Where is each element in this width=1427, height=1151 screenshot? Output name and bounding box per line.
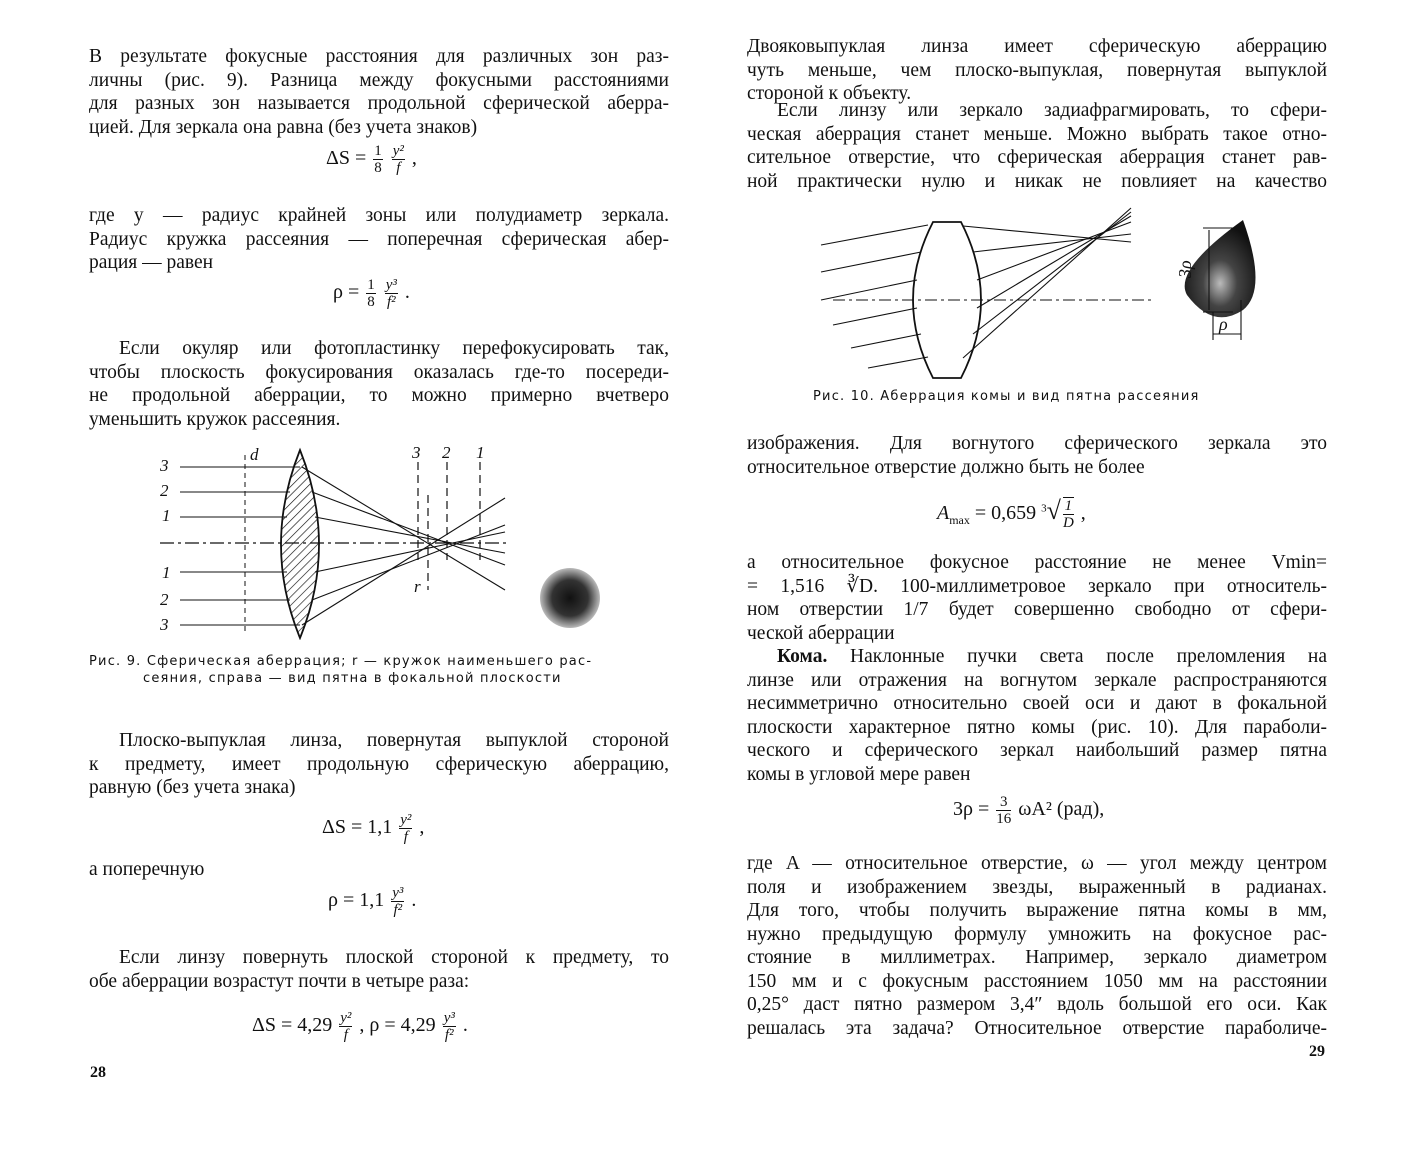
right-paragraph-3: [747, 432, 1327, 479]
rho-label: ρ: [1219, 314, 1228, 334]
text-line: а относительное фокусное расстояние не менее Vmin=: [747, 552, 1327, 573]
scatter-spot: [540, 568, 600, 628]
left-paragraph-4: [89, 729, 669, 800]
left-paragraph-5: [89, 858, 389, 882]
biconvex-lens: [913, 222, 981, 378]
text-line: нужно предыдущую формулу умножить на фокусное рас-: [747, 923, 1327, 945]
refracted-rays: [963, 208, 1131, 358]
text-line: ческого и сферического зеркал наибольший размер пятна: [747, 740, 1327, 761]
formula-plano-convex-transverse: ρ = 1,1 $\frac{\text{y³}}{\text{f²}}$ .: [328, 885, 417, 918]
text-line: где y — радиус крайней зоны или полудиаметр зеркала.: [89, 205, 669, 226]
right-paragraph-4: [747, 551, 1327, 645]
figure-10-caption: Рис. 10. Аберрация комы и вид пятна рассеяния: [813, 389, 1200, 404]
text-line: где A — относительное отверстие, ω — угол между центром: [747, 853, 1327, 874]
right-paragraph-2: [747, 99, 1327, 193]
text-line: цией. Для зеркала она равна (без учета знаков): [89, 116, 478, 138]
formula-plano-convex-longitudinal: ΔS = 1,1 $\frac{\text{y²}}{f}$ ,: [322, 812, 425, 845]
text-line: равную (без учета знака): [89, 777, 296, 798]
text-line: рация — равен: [89, 252, 214, 273]
text-line: не продольной аберрации, то можно примерно вчетверо: [89, 385, 669, 406]
text-line: линзе или отражения на вогнутом зеркале распространяются: [747, 669, 1327, 691]
figure-9-spherical-aberration: [150, 440, 620, 640]
right-paragraph-5-coma: Кома. Наклонные пучки света после преломления на линзе или отражения на вогнутом зеркале распространяются несимметрично относительно своей оси и дают в фокальной плоскости характерное пятно комы (рис. 10). Для параболи- ческого и сферического зеркал наибольший размер пятна комы в угловой мере равен: [747, 646, 1327, 785]
text-line: изображения. Для вогнутого сферического зеркала это: [747, 433, 1327, 454]
text-line: ческая аберрация станет меньше. Можно выбрать такое отно-: [747, 123, 1327, 145]
text-line: к предмету, имеет продольную сферическую аберрацию,: [89, 753, 669, 775]
page-number: 28: [90, 1064, 106, 1081]
text-line: а поперечную: [89, 859, 205, 880]
zone-label: 2: [160, 481, 169, 500]
coma-spot: [1185, 220, 1256, 317]
formula-max-relative-aperture: $A_{max} = 0,659$ $^3$√ $\frac{1}{D}$ ,: [937, 496, 1086, 532]
text-line: ческой аберрации: [747, 622, 895, 644]
text-line: для разных зон называется продольной сферической аберра-: [89, 93, 669, 114]
figure-9-caption: Рис. 9. Сферическая аберрация; r — кружок наименьшего рас- сеяния, справа — вид пятна в фокальной плоскости: [89, 654, 593, 686]
text-line: ном отверстии 1/7 будет совершенно свободно от сфери-: [747, 599, 1327, 620]
focus-markers: [418, 462, 480, 590]
zone-label: 3: [160, 456, 169, 475]
text-line: Если окуляр или фотопластинку перефокусировать так,: [119, 338, 669, 359]
incoming-rays: [821, 225, 928, 368]
text-line: Радиус кружка рассеяния — поперечная сферическая абер-: [89, 228, 669, 250]
text-line: В результате фокусные расстояния для различных зон раз-: [89, 46, 669, 67]
left-page: [0, 0, 713, 1151]
formula-transverse-aberration-mirror: ρ = $\frac{1}{8}$ $\frac{\text{y³}}{\text{f²}}$ .: [333, 277, 410, 310]
formula-longitudinal-aberration-mirror: ΔS = $\frac{1}{8}$ $\frac{\text{y²}}{f}$ ,: [326, 143, 417, 176]
text-line: обе аберрации возрастут почти в четыре раза:: [89, 970, 470, 992]
text-line: поля и изображением звезды, выраженный в радианах.: [747, 876, 1327, 898]
text-line: Двояковыпуклая линза имеет сферическую аберрацию: [747, 36, 1327, 57]
text-line: стороной к объекту.: [747, 83, 912, 104]
left-paragraph-6: [89, 946, 669, 993]
right-page: [713, 0, 1427, 1151]
text-line: несимметрично относительно своей оси и дают в фокальной: [747, 693, 1327, 714]
text-line: 150 мм и с фокусным расстоянием 1050 мм на расстоянии: [747, 970, 1327, 992]
text-line: личны (рис. 9). Разница между фокусными расстояниями: [89, 69, 669, 91]
text-line: = 1,516 ∛D. 100-миллиметровое зеркало при относитель-: [747, 575, 1327, 597]
text-line: комы в угловой мере равен: [747, 763, 971, 785]
text-line: относительное отверстие должно быть не более: [747, 456, 1145, 478]
zone-label: 1: [162, 506, 171, 525]
coma-size-label: 3ρ: [1175, 260, 1195, 278]
page-number: 29: [1309, 1043, 1325, 1060]
text-line: чуть меньше, чем плоско-выпуклая, повернутая выпуклой: [747, 59, 1327, 81]
text-line: решалась эта задача? Относительное отверстие параболиче-: [747, 1017, 1327, 1039]
formula-coma-size: 3ρ = $\frac{3}{16}$ ωA² (рад),: [953, 794, 1105, 827]
diaphragm-label: d: [250, 445, 259, 464]
text-line: Для того, чтобы получить выражение пятна комы в мм,: [747, 900, 1327, 921]
text-line: чтобы плоскость фокусирования оказалась где-то посереди-: [89, 361, 669, 383]
text-line: Плоско-выпуклая линза, повернутая выпуклой стороной: [119, 730, 669, 751]
zone-label: 3: [160, 615, 169, 634]
formula-flat-side-aberrations: ΔS = 4,29 $\frac{\text{y²}}{f}$ , ρ = 4,29 $\frac{\text{y³}}{\text{f²}}$ .: [252, 1010, 468, 1043]
circle-of-least-confusion-label: r: [414, 577, 421, 596]
right-paragraph-6: [747, 852, 1327, 1040]
refracted-rays: [302, 467, 505, 625]
text-line: ной практически нулю и никак не повлияет на качество: [747, 170, 1327, 192]
figure-10-coma-aberration: [813, 200, 1293, 385]
left-paragraph-2: [89, 204, 669, 275]
left-paragraph-3: [89, 337, 669, 431]
lens-hatched: [281, 450, 319, 638]
right-paragraph-1: [747, 35, 1327, 106]
text-line: Если линзу повернуть плоской стороной к предмету, то: [119, 947, 669, 968]
text-line: стояние в миллиметрах. Например, зеркало диаметром: [747, 947, 1327, 968]
left-paragraph-1: [89, 45, 669, 139]
text-line: уменьшить кружок рассеяния.: [89, 408, 341, 430]
coma-heading: Кома.: [777, 646, 828, 667]
zone-label: 1: [162, 563, 171, 582]
zone-label: 2: [160, 590, 169, 609]
text-line: 0,25° даст пятно размером 3,4″ вдоль большой его оси. Как: [747, 994, 1327, 1015]
text-line: Если линзу или зеркало задиафрагмировать, то сфери-: [777, 100, 1327, 121]
text-line: плоскости характерное пятно комы (рис. 10). Для параболи-: [747, 716, 1327, 738]
focus-label: 1: [476, 443, 485, 462]
text-line: сительное отверстие, что сферическая аберрация станет рав-: [747, 147, 1327, 168]
focus-label: 2: [442, 443, 451, 462]
focus-label: 3: [412, 443, 421, 462]
